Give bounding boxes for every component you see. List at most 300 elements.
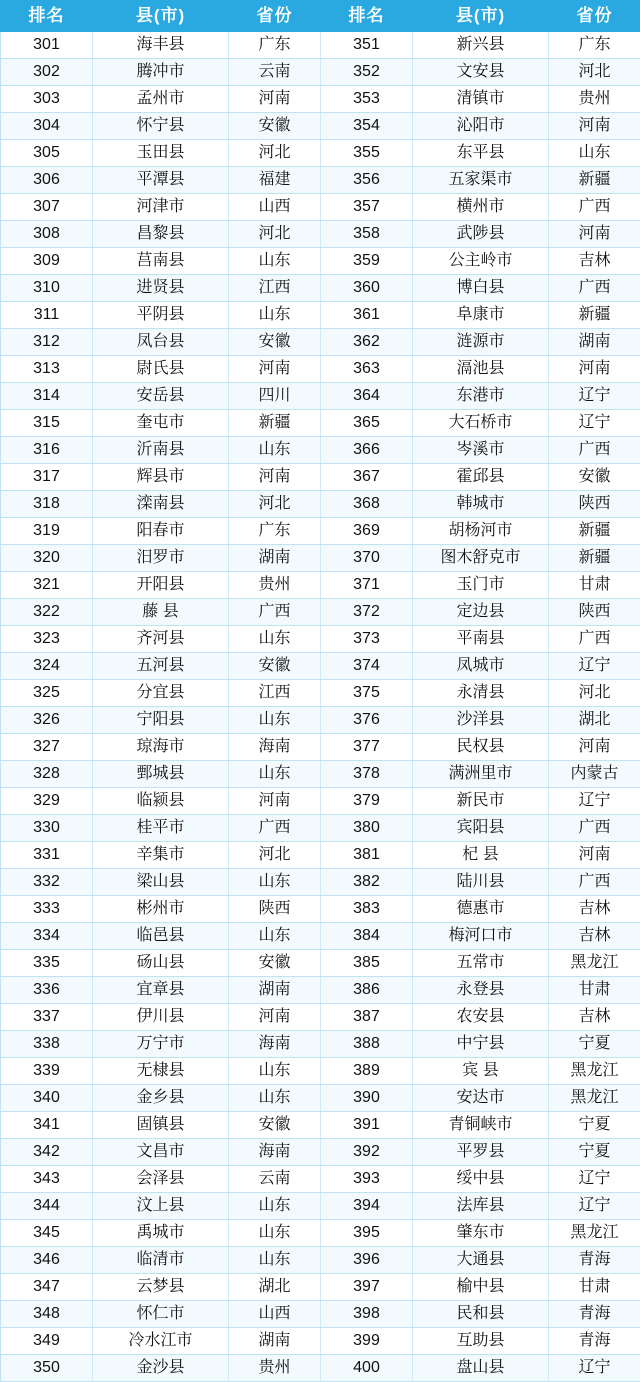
cell-province-right: 河南 — [549, 734, 640, 761]
cell-province-right: 河南 — [549, 356, 640, 383]
cell-province-left: 山东 — [229, 248, 321, 275]
cell-rank-left: 304 — [1, 113, 93, 140]
cell-county-right: 定边县 — [413, 599, 549, 626]
cell-county-right: 武陟县 — [413, 221, 549, 248]
cell-county-left: 尉氏县 — [93, 356, 229, 383]
cell-rank-left: 314 — [1, 383, 93, 410]
cell-rank-left: 317 — [1, 464, 93, 491]
column-header-county-right: 县(市) — [413, 1, 549, 32]
cell-county-right: 安达市 — [413, 1085, 549, 1112]
cell-rank-left: 339 — [1, 1058, 93, 1085]
cell-rank-left: 340 — [1, 1085, 93, 1112]
cell-province-left: 贵州 — [229, 572, 321, 599]
cell-county-right: 公主岭市 — [413, 248, 549, 275]
column-header-rank-right: 排名 — [321, 1, 413, 32]
cell-county-right: 横州市 — [413, 194, 549, 221]
cell-rank-left: 321 — [1, 572, 93, 599]
cell-county-left: 沂南县 — [93, 437, 229, 464]
cell-province-left: 河北 — [229, 842, 321, 869]
table-row — [1, 302, 640, 329]
cell-county-right: 互助县 — [413, 1328, 549, 1355]
cell-rank-left: 337 — [1, 1004, 93, 1031]
table-row — [1, 788, 640, 815]
cell-province-left: 安徽 — [229, 1112, 321, 1139]
cell-county-right: 盘山县 — [413, 1355, 549, 1382]
cell-rank-left: 306 — [1, 167, 93, 194]
cell-rank-left: 311 — [1, 302, 93, 329]
cell-rank-left: 338 — [1, 1031, 93, 1058]
cell-rank-left: 303 — [1, 86, 93, 113]
cell-rank-left: 344 — [1, 1193, 93, 1220]
cell-rank-left: 325 — [1, 680, 93, 707]
cell-province-left: 湖南 — [229, 1328, 321, 1355]
cell-county-left: 彬州市 — [93, 896, 229, 923]
cell-county-left: 昌黎县 — [93, 221, 229, 248]
cell-rank-left: 308 — [1, 221, 93, 248]
cell-province-right: 陕西 — [549, 491, 640, 518]
cell-rank-left: 329 — [1, 788, 93, 815]
cell-county-right: 陆川县 — [413, 869, 549, 896]
cell-county-left: 文昌市 — [93, 1139, 229, 1166]
column-header-province-right: 省份 — [549, 1, 640, 32]
cell-county-left: 琼海市 — [93, 734, 229, 761]
cell-county-right: 德惠市 — [413, 896, 549, 923]
table-row — [1, 1058, 640, 1085]
cell-province-right: 河南 — [549, 221, 640, 248]
table-row — [1, 1166, 640, 1193]
cell-rank-left: 331 — [1, 842, 93, 869]
cell-rank-right: 357 — [321, 194, 413, 221]
cell-county-left: 伊川县 — [93, 1004, 229, 1031]
cell-province-right: 广西 — [549, 869, 640, 896]
cell-rank-right: 388 — [321, 1031, 413, 1058]
cell-county-right: 宾阳县 — [413, 815, 549, 842]
cell-rank-right: 387 — [321, 1004, 413, 1031]
cell-county-right: 东平县 — [413, 140, 549, 167]
cell-rank-right: 361 — [321, 302, 413, 329]
cell-county-left: 宁阳县 — [93, 707, 229, 734]
cell-county-left: 云梦县 — [93, 1274, 229, 1301]
table-row — [1, 518, 640, 545]
cell-province-right: 湖北 — [549, 707, 640, 734]
cell-province-left: 河南 — [229, 86, 321, 113]
cell-county-right: 绥中县 — [413, 1166, 549, 1193]
cell-rank-right: 399 — [321, 1328, 413, 1355]
cell-county-right: 肇东市 — [413, 1220, 549, 1247]
cell-county-right: 博白县 — [413, 275, 549, 302]
cell-rank-left: 326 — [1, 707, 93, 734]
cell-province-left: 河南 — [229, 788, 321, 815]
cell-county-left: 宜章县 — [93, 977, 229, 1004]
cell-province-right: 吉林 — [549, 248, 640, 275]
cell-province-left: 河北 — [229, 491, 321, 518]
cell-province-right: 广西 — [549, 437, 640, 464]
cell-county-left: 分宜县 — [93, 680, 229, 707]
cell-county-left: 临清市 — [93, 1247, 229, 1274]
cell-province-right: 青海 — [549, 1247, 640, 1274]
cell-rank-left: 334 — [1, 923, 93, 950]
cell-rank-right: 397 — [321, 1274, 413, 1301]
cell-province-right: 广东 — [549, 32, 640, 59]
cell-county-right: 五常市 — [413, 950, 549, 977]
cell-rank-right: 395 — [321, 1220, 413, 1247]
cell-rank-right: 362 — [321, 329, 413, 356]
cell-rank-right: 376 — [321, 707, 413, 734]
cell-province-left: 湖南 — [229, 977, 321, 1004]
cell-province-left: 山东 — [229, 869, 321, 896]
cell-rank-left: 327 — [1, 734, 93, 761]
cell-county-left: 腾冲市 — [93, 59, 229, 86]
cell-rank-right: 371 — [321, 572, 413, 599]
cell-rank-left: 341 — [1, 1112, 93, 1139]
table-row — [1, 221, 640, 248]
cell-rank-right: 378 — [321, 761, 413, 788]
cell-rank-left: 348 — [1, 1301, 93, 1328]
table-row — [1, 113, 640, 140]
cell-rank-left: 318 — [1, 491, 93, 518]
table-row — [1, 842, 640, 869]
cell-county-right: 凤城市 — [413, 653, 549, 680]
cell-rank-left: 305 — [1, 140, 93, 167]
table-row — [1, 464, 640, 491]
cell-province-right: 黑龙江 — [549, 1085, 640, 1112]
cell-county-right: 涟源市 — [413, 329, 549, 356]
cell-province-right: 广西 — [549, 194, 640, 221]
table-row — [1, 248, 640, 275]
cell-rank-right: 380 — [321, 815, 413, 842]
cell-rank-left: 336 — [1, 977, 93, 1004]
cell-county-right: 阜康市 — [413, 302, 549, 329]
cell-county-left: 齐河县 — [93, 626, 229, 653]
cell-province-left: 四川 — [229, 383, 321, 410]
cell-county-left: 桂平市 — [93, 815, 229, 842]
cell-rank-right: 354 — [321, 113, 413, 140]
column-header-county-left: 县(市) — [93, 1, 229, 32]
table-row — [1, 356, 640, 383]
cell-province-right: 广西 — [549, 815, 640, 842]
cell-province-left: 安徽 — [229, 653, 321, 680]
cell-county-left: 海丰县 — [93, 32, 229, 59]
cell-rank-right: 377 — [321, 734, 413, 761]
cell-rank-left: 315 — [1, 410, 93, 437]
cell-county-left: 会泽县 — [93, 1166, 229, 1193]
table-row — [1, 1355, 640, 1382]
cell-county-left: 辛集市 — [93, 842, 229, 869]
cell-rank-right: 398 — [321, 1301, 413, 1328]
table-row — [1, 1193, 640, 1220]
cell-province-left: 山东 — [229, 1247, 321, 1274]
table-row — [1, 167, 640, 194]
cell-county-left: 临邑县 — [93, 923, 229, 950]
cell-county-left: 梁山县 — [93, 869, 229, 896]
cell-rank-right: 391 — [321, 1112, 413, 1139]
cell-rank-right: 364 — [321, 383, 413, 410]
cell-province-right: 新疆 — [549, 545, 640, 572]
cell-province-left: 山东 — [229, 1085, 321, 1112]
cell-rank-right: 379 — [321, 788, 413, 815]
cell-province-left: 河北 — [229, 221, 321, 248]
table-row — [1, 194, 640, 221]
cell-rank-right: 389 — [321, 1058, 413, 1085]
cell-county-left: 莒南县 — [93, 248, 229, 275]
cell-province-left: 山东 — [229, 626, 321, 653]
cell-county-right: 清镇市 — [413, 86, 549, 113]
cell-province-right: 河北 — [549, 59, 640, 86]
cell-rank-left: 319 — [1, 518, 93, 545]
cell-province-left: 广西 — [229, 815, 321, 842]
cell-province-right: 吉林 — [549, 896, 640, 923]
cell-rank-left: 301 — [1, 32, 93, 59]
table-row — [1, 923, 640, 950]
cell-rank-right: 373 — [321, 626, 413, 653]
cell-county-right: 农安县 — [413, 1004, 549, 1031]
table-row — [1, 680, 640, 707]
cell-rank-left: 335 — [1, 950, 93, 977]
cell-county-left: 安岳县 — [93, 383, 229, 410]
cell-province-right: 辽宁 — [549, 788, 640, 815]
cell-province-right: 黑龙江 — [549, 950, 640, 977]
table-row — [1, 977, 640, 1004]
cell-province-left: 湖南 — [229, 545, 321, 572]
cell-county-right: 法库县 — [413, 1193, 549, 1220]
table-row — [1, 1220, 640, 1247]
cell-rank-right: 396 — [321, 1247, 413, 1274]
table-row — [1, 653, 640, 680]
cell-province-left: 江西 — [229, 680, 321, 707]
cell-county-right: 新民市 — [413, 788, 549, 815]
cell-county-right: 岑溪市 — [413, 437, 549, 464]
cell-province-right: 河南 — [549, 842, 640, 869]
cell-county-right: 大通县 — [413, 1247, 549, 1274]
cell-rank-right: 368 — [321, 491, 413, 518]
column-header-rank-left: 排名 — [1, 1, 93, 32]
column-header-province-left: 省份 — [229, 1, 321, 32]
cell-province-right: 宁夏 — [549, 1112, 640, 1139]
cell-county-left: 平阴县 — [93, 302, 229, 329]
cell-rank-left: 324 — [1, 653, 93, 680]
cell-province-right: 河北 — [549, 680, 640, 707]
cell-rank-right: 363 — [321, 356, 413, 383]
cell-rank-right: 367 — [321, 464, 413, 491]
cell-province-right: 青海 — [549, 1328, 640, 1355]
cell-rank-left: 347 — [1, 1274, 93, 1301]
cell-county-left: 金沙县 — [93, 1355, 229, 1382]
cell-province-left: 福建 — [229, 167, 321, 194]
cell-province-left: 河南 — [229, 1004, 321, 1031]
cell-county-left: 怀仁市 — [93, 1301, 229, 1328]
table-row — [1, 275, 640, 302]
table-row — [1, 815, 640, 842]
table-row — [1, 761, 640, 788]
cell-province-left: 山东 — [229, 437, 321, 464]
cell-rank-right: 351 — [321, 32, 413, 59]
cell-rank-left: 349 — [1, 1328, 93, 1355]
cell-province-left: 河南 — [229, 464, 321, 491]
cell-province-left: 云南 — [229, 1166, 321, 1193]
cell-county-left: 阳春市 — [93, 518, 229, 545]
cell-county-right: 文安县 — [413, 59, 549, 86]
cell-county-right: 霍邱县 — [413, 464, 549, 491]
cell-county-left: 万宁市 — [93, 1031, 229, 1058]
cell-province-left: 安徽 — [229, 950, 321, 977]
cell-province-right: 辽宁 — [549, 1193, 640, 1220]
cell-province-right: 广西 — [549, 626, 640, 653]
cell-county-right: 平罗县 — [413, 1139, 549, 1166]
cell-county-right: 榆中县 — [413, 1274, 549, 1301]
cell-rank-right: 384 — [321, 923, 413, 950]
cell-county-left: 平潭县 — [93, 167, 229, 194]
cell-rank-right: 381 — [321, 842, 413, 869]
cell-county-left: 汨罗市 — [93, 545, 229, 572]
cell-province-right: 新疆 — [549, 518, 640, 545]
cell-rank-left: 330 — [1, 815, 93, 842]
cell-province-right: 黑龙江 — [549, 1220, 640, 1247]
cell-county-right: 青铜峡市 — [413, 1112, 549, 1139]
cell-county-right: 韩城市 — [413, 491, 549, 518]
cell-county-right: 梅河口市 — [413, 923, 549, 950]
cell-county-left: 滦南县 — [93, 491, 229, 518]
cell-rank-left: 316 — [1, 437, 93, 464]
cell-rank-right: 386 — [321, 977, 413, 1004]
cell-county-left: 奎屯市 — [93, 410, 229, 437]
cell-rank-right: 385 — [321, 950, 413, 977]
cell-county-left: 禹城市 — [93, 1220, 229, 1247]
cell-county-left: 砀山县 — [93, 950, 229, 977]
table-row — [1, 1274, 640, 1301]
cell-province-right: 辽宁 — [549, 410, 640, 437]
cell-province-right: 甘肃 — [549, 572, 640, 599]
cell-rank-right: 394 — [321, 1193, 413, 1220]
cell-province-right: 黑龙江 — [549, 1058, 640, 1085]
cell-county-right: 永清县 — [413, 680, 549, 707]
table-row — [1, 437, 640, 464]
cell-province-left: 湖北 — [229, 1274, 321, 1301]
table-row — [1, 32, 640, 59]
cell-province-left: 山东 — [229, 761, 321, 788]
cell-rank-right: 372 — [321, 599, 413, 626]
cell-county-right: 新兴县 — [413, 32, 549, 59]
cell-county-left: 临颍县 — [93, 788, 229, 815]
table-row — [1, 491, 640, 518]
cell-province-left: 山西 — [229, 194, 321, 221]
cell-province-left: 陕西 — [229, 896, 321, 923]
cell-rank-right: 359 — [321, 248, 413, 275]
table-row — [1, 572, 640, 599]
table-row — [1, 950, 640, 977]
cell-province-left: 海南 — [229, 734, 321, 761]
table-row — [1, 1031, 640, 1058]
cell-province-right: 辽宁 — [549, 653, 640, 680]
cell-county-left: 藤 县 — [93, 599, 229, 626]
cell-province-right: 湖南 — [549, 329, 640, 356]
cell-county-left: 凤台县 — [93, 329, 229, 356]
cell-county-right: 宾 县 — [413, 1058, 549, 1085]
cell-province-left: 安徽 — [229, 113, 321, 140]
cell-rank-left: 323 — [1, 626, 93, 653]
cell-rank-left: 350 — [1, 1355, 93, 1382]
cell-province-right: 辽宁 — [549, 1166, 640, 1193]
cell-province-left: 山东 — [229, 1058, 321, 1085]
cell-province-right: 广西 — [549, 275, 640, 302]
cell-rank-right: 353 — [321, 86, 413, 113]
cell-rank-right: 369 — [321, 518, 413, 545]
cell-rank-right: 358 — [321, 221, 413, 248]
cell-county-right: 滆池县 — [413, 356, 549, 383]
table-row — [1, 896, 640, 923]
cell-rank-left: 313 — [1, 356, 93, 383]
cell-county-left: 进贤县 — [93, 275, 229, 302]
cell-province-left: 山东 — [229, 923, 321, 950]
cell-rank-left: 332 — [1, 869, 93, 896]
cell-county-left: 玉田县 — [93, 140, 229, 167]
table-row — [1, 869, 640, 896]
cell-county-right: 永登县 — [413, 977, 549, 1004]
cell-province-right: 内蒙古 — [549, 761, 640, 788]
cell-rank-left: 345 — [1, 1220, 93, 1247]
cell-county-left: 辉县市 — [93, 464, 229, 491]
cell-county-right: 平南县 — [413, 626, 549, 653]
cell-county-right: 沙洋县 — [413, 707, 549, 734]
cell-county-left: 孟州市 — [93, 86, 229, 113]
cell-county-left: 五河县 — [93, 653, 229, 680]
cell-county-right: 民和县 — [413, 1301, 549, 1328]
cell-rank-right: 356 — [321, 167, 413, 194]
cell-province-left: 广西 — [229, 599, 321, 626]
table-row — [1, 707, 640, 734]
cell-rank-right: 393 — [321, 1166, 413, 1193]
cell-rank-right: 375 — [321, 680, 413, 707]
cell-province-left: 山东 — [229, 1193, 321, 1220]
cell-province-left: 海南 — [229, 1031, 321, 1058]
cell-county-right: 玉门市 — [413, 572, 549, 599]
cell-rank-right: 374 — [321, 653, 413, 680]
cell-county-left: 金乡县 — [93, 1085, 229, 1112]
cell-county-left: 鄄城县 — [93, 761, 229, 788]
cell-county-right: 民权县 — [413, 734, 549, 761]
cell-rank-left: 346 — [1, 1247, 93, 1274]
table-row — [1, 1301, 640, 1328]
cell-rank-left: 343 — [1, 1166, 93, 1193]
cell-province-right: 甘肃 — [549, 977, 640, 1004]
cell-province-left: 河北 — [229, 140, 321, 167]
cell-province-left: 山东 — [229, 1220, 321, 1247]
cell-province-left: 广东 — [229, 518, 321, 545]
cell-province-right: 河南 — [549, 113, 640, 140]
cell-rank-left: 310 — [1, 275, 93, 302]
cell-province-left: 山东 — [229, 707, 321, 734]
cell-province-left: 江西 — [229, 275, 321, 302]
cell-province-right: 山东 — [549, 140, 640, 167]
table-row — [1, 1247, 640, 1274]
cell-county-left: 开阳县 — [93, 572, 229, 599]
table-header-row — [1, 1, 640, 32]
cell-rank-right: 370 — [321, 545, 413, 572]
table-row — [1, 626, 640, 653]
cell-county-right: 胡杨河市 — [413, 518, 549, 545]
cell-county-left: 冷水江市 — [93, 1328, 229, 1355]
cell-province-left: 云南 — [229, 59, 321, 86]
cell-rank-right: 390 — [321, 1085, 413, 1112]
cell-province-left: 广东 — [229, 32, 321, 59]
table-row — [1, 1139, 640, 1166]
table-row — [1, 545, 640, 572]
cell-rank-right: 352 — [321, 59, 413, 86]
cell-rank-left: 320 — [1, 545, 93, 572]
cell-rank-right: 366 — [321, 437, 413, 464]
cell-province-left: 海南 — [229, 1139, 321, 1166]
table-row — [1, 383, 640, 410]
cell-county-right: 沁阳市 — [413, 113, 549, 140]
